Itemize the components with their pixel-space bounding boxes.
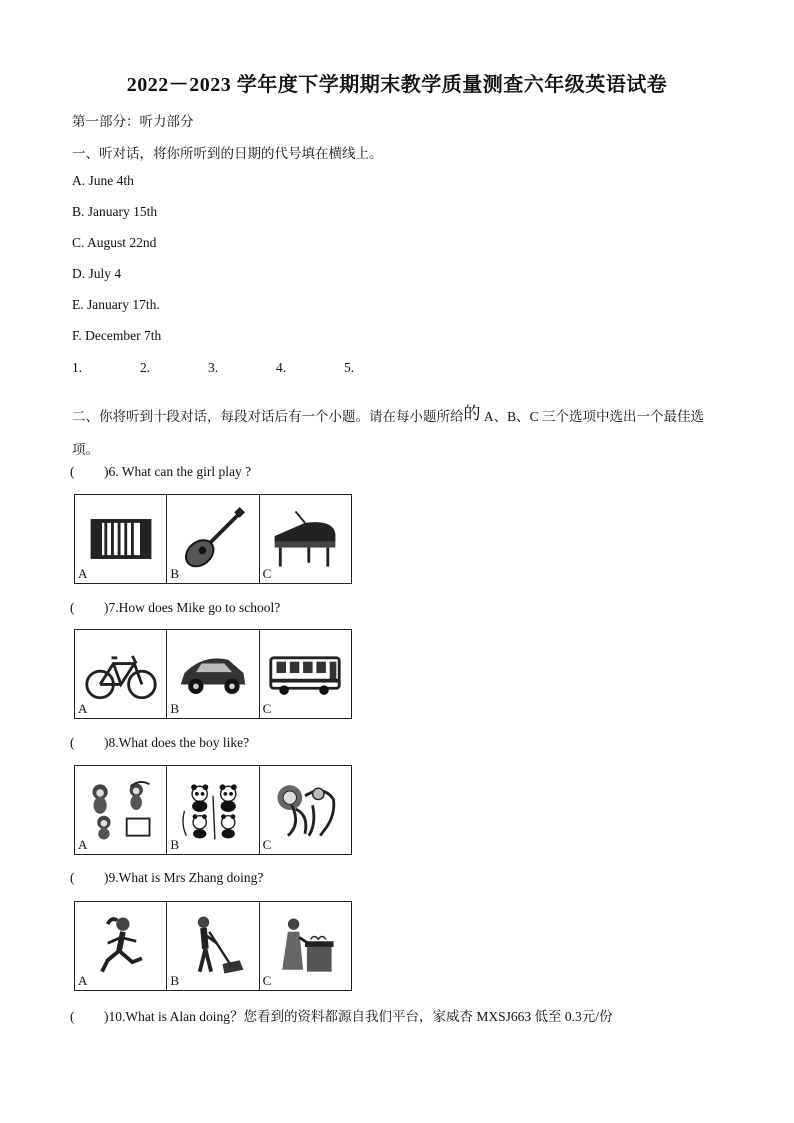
option-picture-a[interactable] [75, 495, 167, 583]
question-text: )8.What does the boy like? [104, 735, 250, 750]
option-c: C. August 22nd [72, 235, 157, 250]
option-label-c: C [262, 837, 272, 852]
option-label-c: C [262, 566, 272, 581]
pandas-icon [175, 775, 251, 845]
answer-paren[interactable]: ( [70, 1009, 75, 1024]
option-picture-a[interactable] [75, 766, 167, 854]
question-text: )6. What can the girl play ? [104, 464, 252, 479]
option-label-b: B [170, 701, 179, 716]
cooking-icon [267, 911, 343, 981]
lions-icon [267, 775, 343, 845]
option-label-c: C [262, 701, 272, 716]
option-picture-a[interactable] [75, 630, 167, 718]
option-picture-b[interactable] [167, 902, 259, 990]
blank-3[interactable]: 3. [208, 360, 219, 375]
blank-2[interactable]: 2. [140, 360, 151, 375]
option-picture-c[interactable] [260, 902, 351, 990]
option-picture-a[interactable] [75, 902, 167, 990]
option-label-a: A [78, 566, 88, 581]
section2-instruction [72, 397, 722, 466]
option-picture-c[interactable] [260, 630, 351, 718]
section2-instruction-part2: A、B、C 三个选项中选出一个最佳选项。 [72, 409, 705, 457]
running-icon [83, 911, 159, 981]
option-label-a: A [78, 701, 88, 716]
section1-instruction: 一、听对话，将你所听到的日期的代号填在横线上。 [72, 146, 383, 161]
question-10 [70, 1005, 613, 1025]
piano-icon [267, 504, 343, 574]
bicycle-icon [83, 639, 159, 709]
part-heading: 第一部分：听力部分 [72, 114, 194, 129]
blank-5[interactable]: 5. [344, 360, 355, 375]
answer-paren[interactable]: ( [70, 464, 75, 479]
question-8-pictures [74, 765, 352, 855]
question-8 [70, 735, 249, 751]
option-label-b: B [170, 973, 179, 988]
option-picture-b[interactable] [167, 766, 259, 854]
question-7 [70, 600, 280, 616]
accordion-icon [83, 504, 159, 574]
option-label-b: B [170, 837, 179, 852]
option-d: D. July 4 [72, 266, 122, 281]
option-label-c: C [262, 973, 272, 988]
option-label-a: A [78, 973, 88, 988]
question-7-pictures [74, 629, 352, 719]
answer-paren[interactable]: ( [70, 600, 75, 615]
option-label-b: B [170, 566, 179, 581]
blank-4[interactable]: 4. [276, 360, 287, 375]
bus-icon [267, 639, 343, 709]
answer-paren[interactable]: ( [70, 735, 75, 750]
option-label-a: A [78, 837, 88, 852]
option-picture-c[interactable] [260, 495, 351, 583]
option-picture-b[interactable] [167, 495, 259, 583]
question-6-pictures [74, 494, 352, 584]
question-9-pictures [74, 901, 352, 991]
option-picture-b[interactable] [167, 630, 259, 718]
question-text: )9.What is Mrs Zhang doing? [104, 870, 264, 885]
guitar-icon [175, 504, 251, 574]
sweeping-icon [175, 911, 251, 981]
question-6 [70, 464, 251, 480]
question-9 [70, 870, 263, 886]
option-b: B. January 15th [72, 204, 158, 219]
option-e: E. January 17th. [72, 297, 160, 312]
option-a: A. June 4th [72, 173, 134, 188]
blank-1[interactable]: 1. [72, 360, 83, 375]
monkeys-icon [83, 775, 159, 845]
section2-instruction-part1: 二、你将听到十段对话，每段对话后有一个小题。请在每小题所给 [72, 409, 464, 424]
page-title: 2022－2023 学年度下学期期末教学质量测查六年级英语试卷 [126, 74, 668, 96]
question-text: )7.How does Mike go to school? [104, 600, 281, 615]
question-text: )10.What is Alan doing？您看到的资料都源自我们平台，家威杏 MXSJ663 低至 0.3元/份 [104, 1009, 613, 1024]
option-f: F. December 7th [72, 328, 162, 343]
answer-paren[interactable]: ( [70, 870, 75, 885]
car-icon [175, 639, 251, 709]
option-picture-c[interactable] [260, 766, 351, 854]
section2-instruction-de: 的 [463, 404, 481, 423]
answer-blanks [72, 360, 412, 376]
